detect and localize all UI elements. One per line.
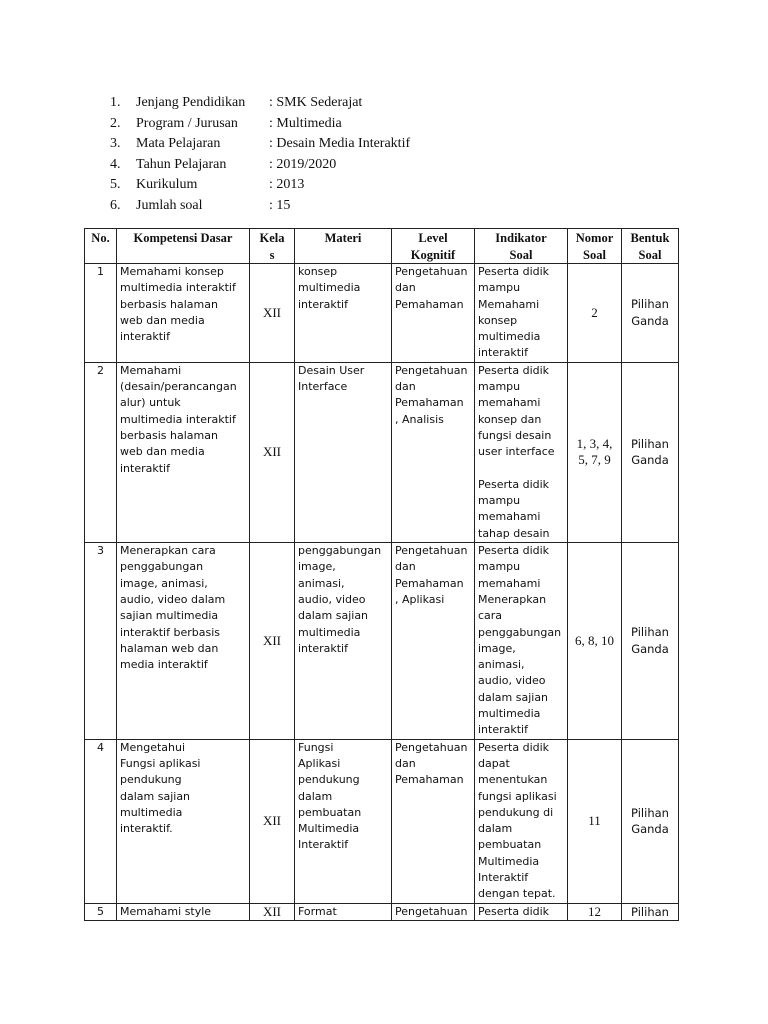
info-row-mapel bbox=[110, 134, 410, 155]
table-row bbox=[85, 543, 679, 740]
info-number: 2. bbox=[110, 115, 121, 131]
row-bentuk: Pilihan Ganda bbox=[622, 543, 679, 740]
row-level: Pengetahuan bbox=[392, 903, 475, 921]
indikator-text: Peserta didik dapat menentukan fungsi aplikasi pendukung di dalam pembuatan Multimedia Interaktif dengan tepat. bbox=[478, 740, 557, 901]
row-no: 2 bbox=[85, 362, 117, 542]
header-indikator: Indikator Soal bbox=[475, 229, 568, 264]
row-bentuk: Pilihan Ganda bbox=[622, 264, 679, 363]
header-no: No. bbox=[85, 229, 117, 264]
table-row bbox=[85, 903, 679, 921]
info-label: Kurikulum bbox=[136, 177, 198, 192]
table-row bbox=[85, 739, 679, 903]
kisi-kisi-table bbox=[84, 228, 679, 921]
row-materi: Desain User Interface bbox=[295, 362, 392, 542]
info-label: Program / Jurusan bbox=[136, 115, 238, 131]
row-no: 4 bbox=[85, 739, 117, 903]
row-bentuk: Pilihan Ganda bbox=[622, 739, 679, 903]
info-number: 4. bbox=[110, 156, 121, 172]
indikator-text-2: Peserta didik mampu memahami tahap desain bbox=[478, 477, 550, 540]
info-value: : Desain Media Interaktif bbox=[269, 136, 411, 151]
info-number: 5. bbox=[110, 177, 121, 192]
row-materi: Fungsi Aplikasi pendukung dalam pembuatan Multimedia Interaktif bbox=[295, 739, 392, 903]
info-value: : 2019/2020 bbox=[269, 156, 337, 172]
info-value: : 2013 bbox=[269, 177, 305, 192]
row-no: 1 bbox=[85, 264, 117, 363]
row-kompetensi: Memahami style bbox=[117, 903, 250, 921]
row-kelas: XII bbox=[250, 543, 295, 740]
table-row bbox=[85, 362, 679, 542]
indikator-text: Peserta didik mampu Memahami konsep multimedia interaktif bbox=[478, 265, 550, 360]
indikator-text: Peserta didik bbox=[478, 904, 550, 918]
info-number: 6. bbox=[110, 197, 121, 213]
row-nomor: 12 bbox=[568, 903, 622, 921]
row-indikator bbox=[475, 739, 568, 903]
row-nomor: 1, 3, 4, 5, 7, 9 bbox=[568, 362, 622, 542]
info-row-program bbox=[110, 114, 410, 135]
info-number: 1. bbox=[110, 95, 121, 110]
row-level: Pengetahuan dan Pemahaman , Analisis bbox=[392, 362, 475, 542]
info-row-jumlah bbox=[110, 196, 410, 217]
table-row bbox=[85, 264, 679, 363]
info-value: : SMK Sederajat bbox=[269, 95, 363, 110]
row-kompetensi: Menerapkan cara penggabungan image, animasi, audio, video dalam sajian multimedia interaktif berbasis halaman web dan media interaktif bbox=[117, 543, 250, 740]
indikator-text: Peserta didik mampu memahami Menerapkan cara penggabungan image, animasi, audio, video dalam sajian multimedia interaktif bbox=[478, 544, 562, 737]
row-bentuk: Pilihan bbox=[622, 903, 679, 921]
header-level: Level Kognitif bbox=[392, 229, 475, 264]
info-row-tahun bbox=[110, 155, 410, 176]
row-materi: Format bbox=[295, 903, 392, 921]
row-nomor: 6, 8, 10 bbox=[568, 543, 622, 740]
row-indikator bbox=[475, 362, 568, 542]
row-level: Pengetahuan dan Pemahaman bbox=[392, 264, 475, 363]
header-kelas: Kela s bbox=[250, 229, 295, 264]
row-kelas: XII bbox=[250, 362, 295, 542]
row-materi: penggabungan image, animasi, audio, video dalam sajian multimedia interaktif bbox=[295, 543, 392, 740]
indikator-text: Peserta didik mampu memahami konsep dan fungsi desain user interface bbox=[478, 363, 555, 459]
row-level: Pengetahuan dan Pemahaman , Aplikasi bbox=[392, 543, 475, 740]
row-kompetensi: Memahami (desain/perancangan alur) untuk multimedia interaktif berbasis halaman web dan media interaktif bbox=[117, 362, 250, 542]
header-bentuk: Bentuk Soal bbox=[622, 229, 679, 264]
row-materi: konsep multimedia interaktif bbox=[295, 264, 392, 363]
info-row-jenjang bbox=[110, 93, 410, 114]
row-kelas: XII bbox=[250, 903, 295, 921]
row-kelas: XII bbox=[250, 264, 295, 363]
row-kompetensi: Memahami konsep multimedia interaktif berbasis halaman web dan media interaktif bbox=[117, 264, 250, 363]
row-no: 5 bbox=[85, 903, 117, 921]
header-kompetensi: Kompetensi Dasar bbox=[117, 229, 250, 264]
row-nomor: 2 bbox=[568, 264, 622, 363]
row-kompetensi: Mengetahui Fungsi aplikasi pendukung dalam sajian multimedia interaktif. bbox=[117, 739, 250, 903]
row-indikator bbox=[475, 543, 568, 740]
header-materi: Materi bbox=[295, 229, 392, 264]
row-indikator bbox=[475, 264, 568, 363]
info-number: 3. bbox=[110, 136, 121, 151]
info-label: Tahun Pelajaran bbox=[136, 156, 227, 172]
info-row-kurikulum bbox=[110, 175, 410, 196]
row-no: 3 bbox=[85, 543, 117, 740]
row-kelas: XII bbox=[250, 739, 295, 903]
info-label: Mata Pelajaran bbox=[136, 136, 221, 151]
row-nomor: 11 bbox=[568, 739, 622, 903]
info-label: Jenjang Pendidikan bbox=[136, 95, 246, 110]
table-header-row bbox=[85, 229, 679, 264]
row-bentuk: Pilihan Ganda bbox=[622, 362, 679, 542]
row-level: Pengetahuan dan Pemahaman bbox=[392, 739, 475, 903]
info-value: : Multimedia bbox=[269, 115, 342, 131]
row-indikator bbox=[475, 903, 568, 921]
info-value: : 15 bbox=[269, 197, 291, 213]
header-nomor: Nomor Soal bbox=[568, 229, 622, 264]
info-list bbox=[110, 93, 410, 216]
info-label: Jumlah soal bbox=[136, 197, 203, 213]
